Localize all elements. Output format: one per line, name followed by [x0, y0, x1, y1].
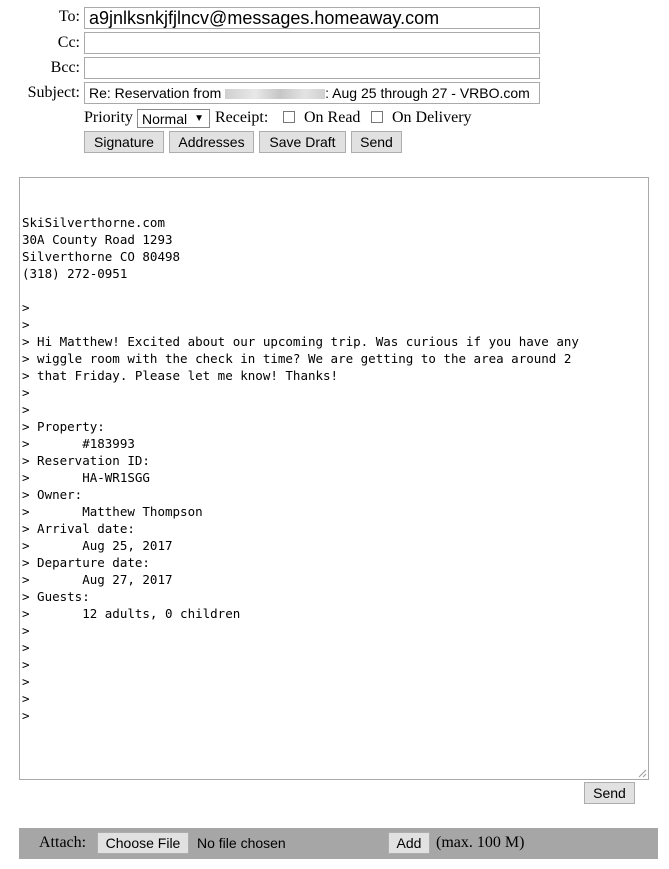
choose-file-button[interactable]: Choose File: [97, 832, 189, 854]
receipt-label: Receipt:: [215, 109, 269, 126]
cc-label: Cc:: [57, 34, 80, 51]
bcc-field[interactable]: [84, 57, 540, 79]
no-file-chosen-text: No file chosen: [197, 835, 286, 851]
subject-label: Subject:: [27, 84, 80, 101]
subject-field[interactable]: [84, 82, 540, 104]
bcc-label: Bcc:: [50, 59, 80, 76]
redacted-name: [225, 89, 325, 99]
on-delivery-label: On Delivery: [392, 109, 472, 126]
on-read-checkbox[interactable]: [283, 111, 295, 123]
subject-suffix: : Aug 25 through 27 - VRBO.com: [325, 85, 530, 101]
send-button-top[interactable]: Send: [351, 131, 402, 153]
priority-value: Normal: [142, 111, 188, 127]
to-label: To:: [58, 8, 80, 25]
to-field[interactable]: a9jnlksnkjfjlncv@messages.homeaway.com: [84, 7, 540, 29]
subject-prefix: Re: Reservation from: [89, 85, 226, 101]
priority-label: Priority: [84, 109, 133, 126]
add-attachment-button[interactable]: Add: [388, 832, 430, 854]
send-button-bottom[interactable]: Send: [584, 782, 635, 804]
save-draft-button[interactable]: Save Draft: [259, 131, 346, 153]
dropdown-arrow-icon: ▼: [194, 113, 204, 124]
message-body-text: SkiSilverthorne.com 30A County Road 1293 Silverthorne CO 80498 (318) 272-0951 > > > Hi Matthew! Excited about our upcoming trip. Was curious if you have any > wiggle room with the check in time? We are getting to the area around 2 > that Friday. Please let me know! Thanks! > > > Property: > #183993 > Reservation ID: > HA-WR1SGG > Owner: > Matthew Thompson > Arrival date: > Aug 25, 2017 > Departure date: > Aug 27, 2017 > Guests: > 12 adults, 0 children > > > > > >: [22, 215, 579, 723]
on-delivery-checkbox[interactable]: [371, 111, 383, 123]
message-body-textarea[interactable]: [19, 177, 649, 780]
attach-bar: [19, 828, 658, 859]
max-size-note: (max. 100 M): [436, 834, 525, 851]
addresses-button[interactable]: Addresses: [169, 131, 254, 153]
on-read-label: On Read: [304, 109, 361, 126]
signature-button[interactable]: Signature: [84, 131, 164, 153]
resize-handle-icon[interactable]: [637, 768, 647, 778]
priority-select[interactable]: [137, 109, 210, 128]
cc-field[interactable]: [84, 32, 540, 54]
attach-label: Attach:: [39, 834, 87, 851]
